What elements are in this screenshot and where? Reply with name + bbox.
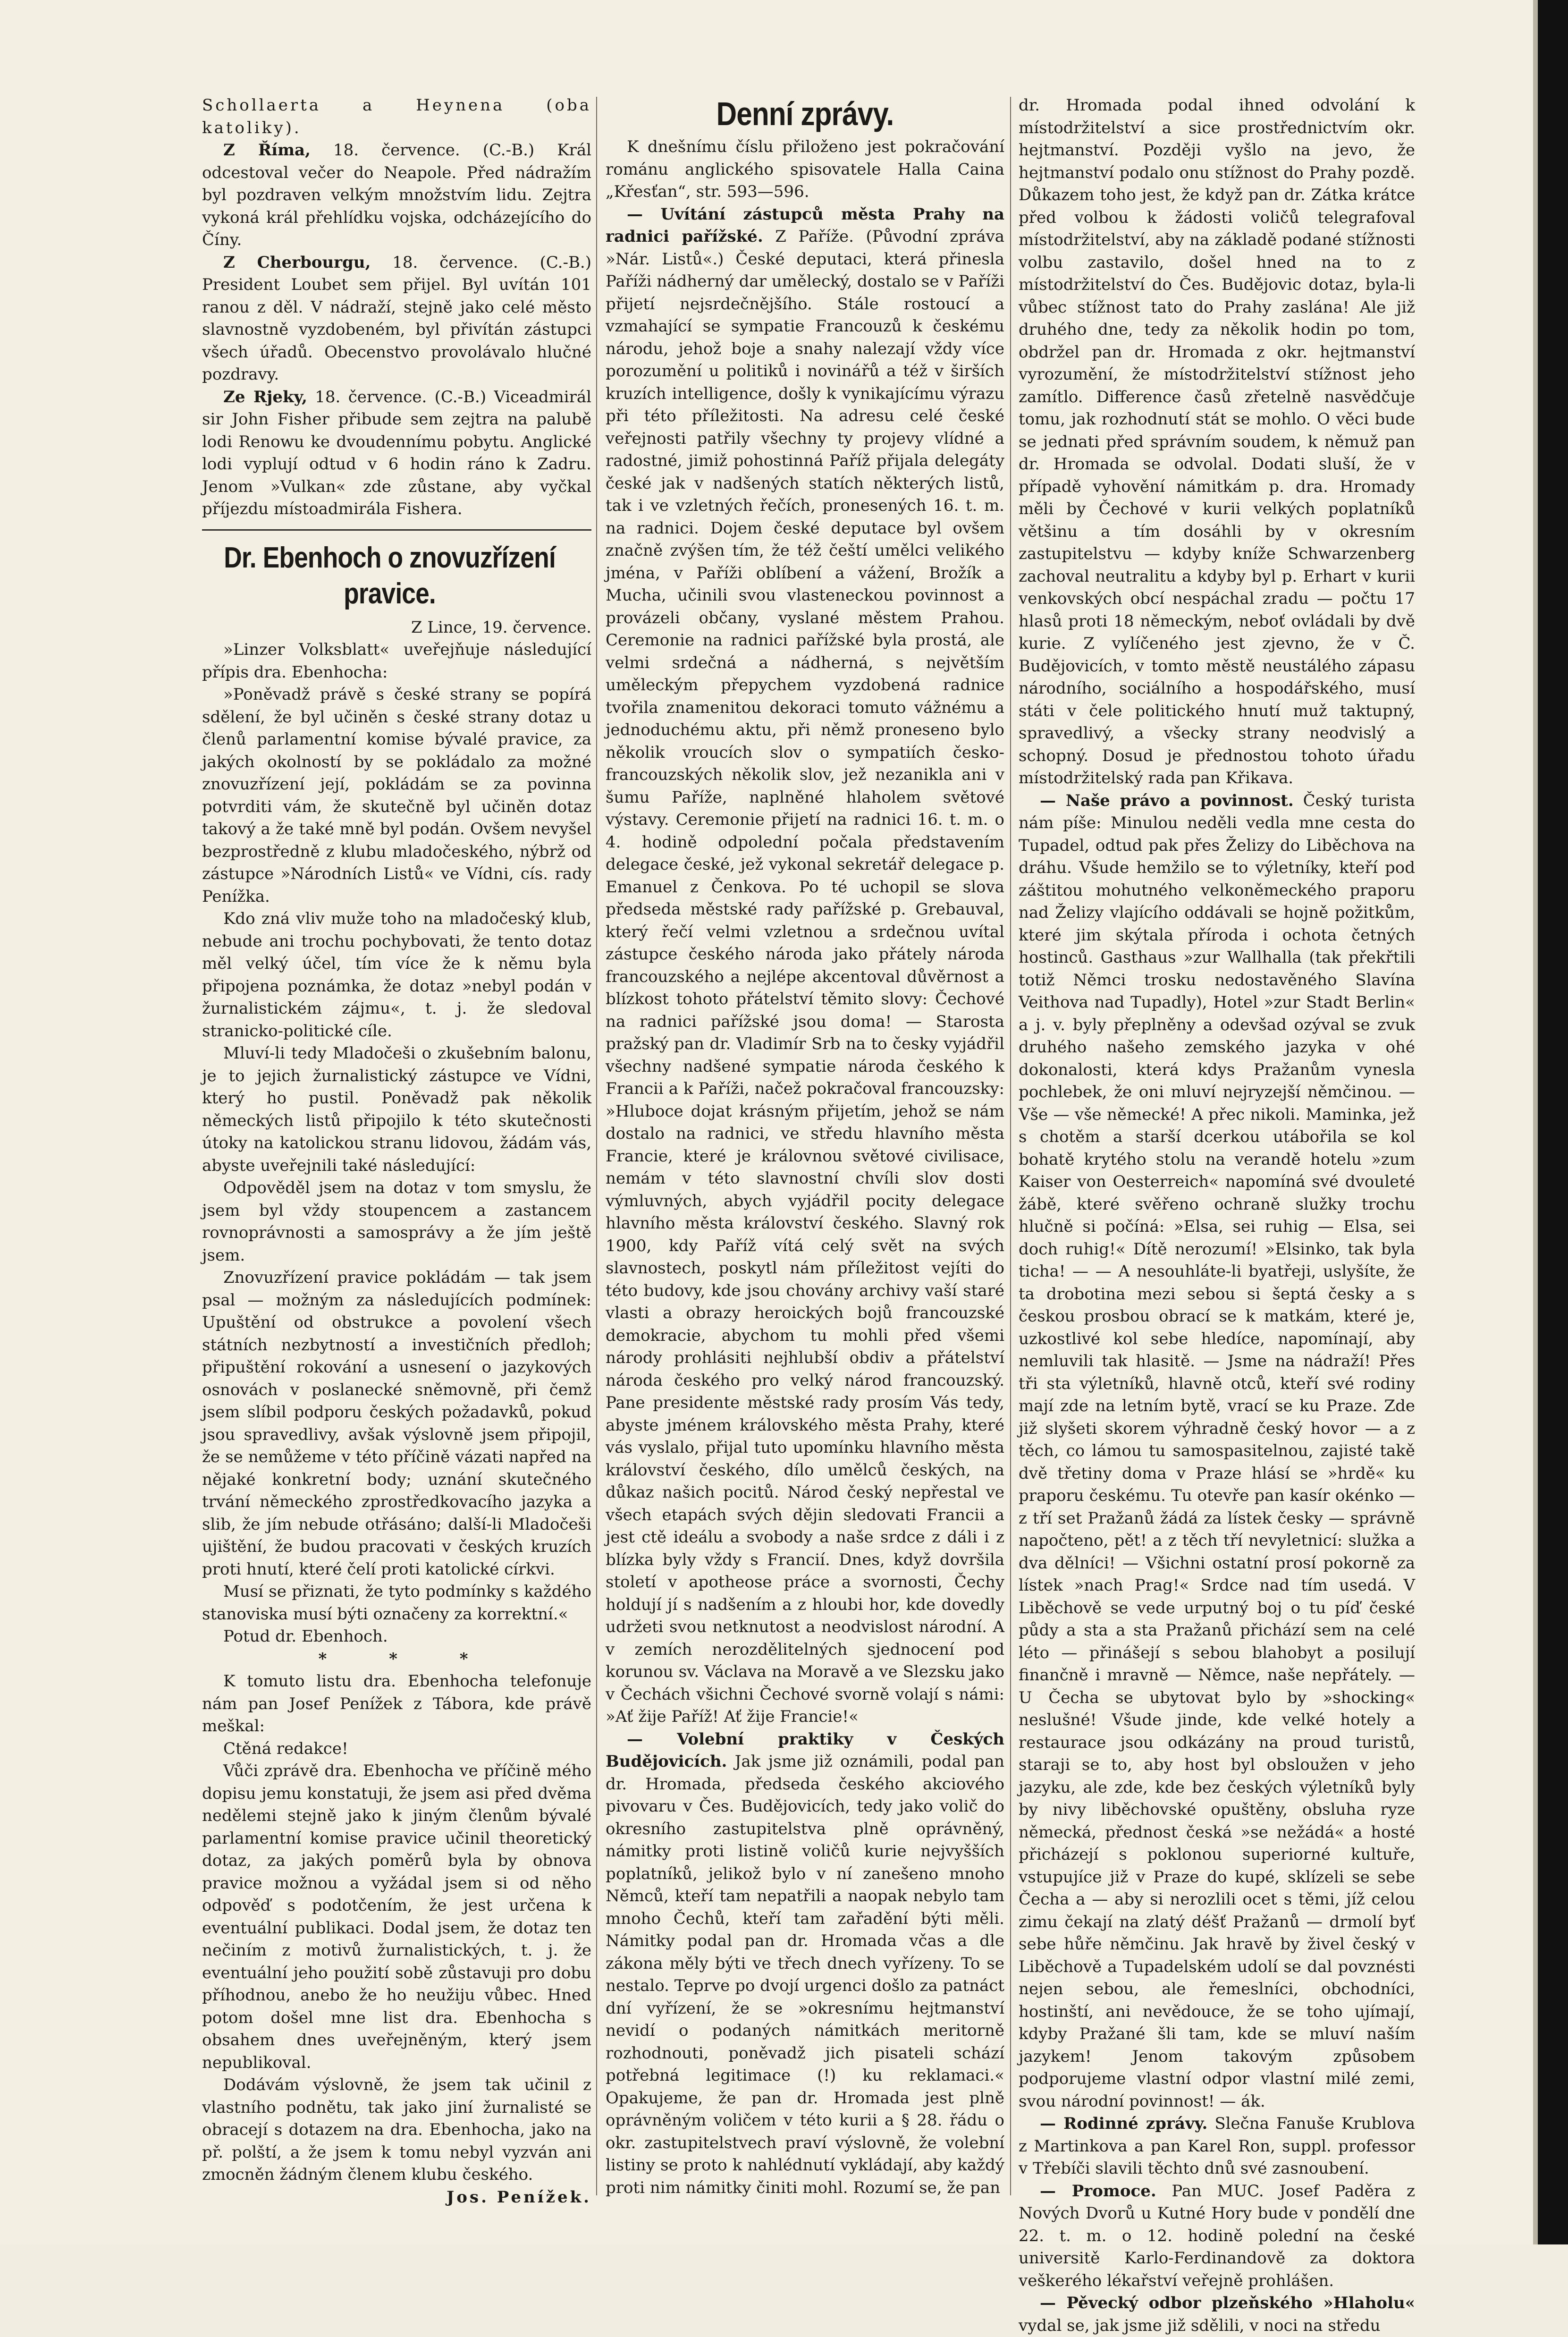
- news-item: — Rodinné zprávy. Slečna Fanuše Krublova z Martinkova a pan Karel Ron, suppl. professor v Třebíči slavili těchto dnů své zasnoubení.: [1019, 2114, 1415, 2178]
- section-divider: [202, 529, 591, 531]
- paragraph: »Linzer Volksblatt« uveřejňuje následující přípis dra. Ebenhocha:: [202, 640, 591, 682]
- news-item: — Uvítání zástupců města Prahy na radnici pařížské. Z Paříže. (Původní zpráva »Nár. Listů«.) České deputaci, která přinesla Paříži nádherný dar umělecký, dostalo se v Paříži přijetí nejsrdečnějšího. Stále rostoucí a vzmahající se sympatie Francouzů k českému národu, jehož boje a snahy nalezají vždy více porozumění u politiků i novinářů a též v širších kruzích intelligence, došly k vynikajícímu výrazu při této příležitosti. Na adresu celé české veřejnosti patřily všechny ty projevy vlídné a radostné, jimiž pohostinná Paříž přijala delegáty české jak v nadšených statích některých listů, tak i ve vzletných řečích, pronesených 16. t. m. na radnici. Dojem české deputace byl ovšem značně zvýšen tím, že též čeští umělci velikého jména, v Paříži oblíbení a vážení, Brožík a Mucha, učinili svou vlasteneckou povinnost a provázeli občany, vyslané městem Prahou. Ceremonie na radnici pařížské byla prostá, ale velmi srdečná a nádherná, s největším uměleckým přepychem vyzdobená radnice tvořila znamenitou dekoraci tomuto vážnému a jednoduchému aktu, při němž proneseno bylo několik vroucích slov o sympatiích česko-francouzských několik slov, jež nezanikla ani v šumu Paříže, naplněné hlaholem světové výstavy. Ceremonie přijetí na radnici 16. t. m. o 4. hodině odpolední počala představením delegace české, jež vykonal sekretář delegace p. Emanuel z Čenkova. Po té uchopil se slova předseda městské rady pařížské p. Grebauval, který řečí velmi vzletnou a srdečnou uvítal zástupce českého národa jako přátely národa francouzského a nejlépe akcentoval důvěrnost a blízkost tohoto přátelství těmito slovy: Čechové na radnici pařížské jsou doma! — Starosta pražský pan dr. Vladimír Srb na to česky vyjádřil všechny nadšené sympatie národa českého k Francii a k Paříži, načež pokračoval francouzsky: »Hluboce dojat krásným přijetím, jehož se nám dostalo na radnici, ve středu hlavního města Francie, které je královnou světové civilisace, nemám v této slavnostní chvíli slov dosti výmluvných, abych vyjádřil pocity delegace hlavního města království českého. Slavný rok 1900, kdy Paříž vítá celý svět na svých slavnostech, poskytl nám příležitost vejíti do této budovy, kde jsou chovány archivy vaší staré vlasti a obrazy heroických bojů francouzské demokracie, abychom tu mohli před všemi národy prohlásiti nejhlubší obdiv a přátelství národa českého pro velký národ francouzský. Pane presidente městské rady prosím Vás tedy, abyste jménem královského města Prahy, které vás vyslalo, přijal tuto upomínku hlavního města království českého, dílo umělců českých, na důkaz našich pocitů. Národ český nepřestal ve všech etapách svých dějin sledovati Francii a jest ctě ideálu a svobody a naše srdce z dáli i z blízka byly vždy s Francií. Dnes, když dovršila století v apotheose práce a svornosti, Čechy holdují jí s nadšením a z hloubi hor, kde dovedly udržeti svou netknutost a neodvislost národní. A v zemích nerozdělitelných sjednocení pod korunou sv. Václava na Moravě a ve Slezsku jako v Čechách všichni Čechové svorně volají s námi: »Ať žije Paříž! Ať žije Francie!«: [606, 204, 1004, 1726]
- paragraph: K dnešnímu číslu přiloženo jest pokračování románu anglického spisovatele Halla Caina „Křesťan“, str. 593—596.: [606, 137, 1004, 201]
- news-item: — Naše právo a povinnost. Český turista nám píše: Minulou neděli vedla mne cesta do Tupadel, odtud pak přes Želizy do Liběchova na dráhu. Všude hemžilo se to výletníky, kteří pod záštitou mohutného velkoněmeckého praporu nad Želizy vlajícího oddávali se hojně požitkům, které jim skýtala příroda i ochota četných hostinců. Gasthaus »zur Wallhalla (tak překřtili totiž Němci trosku nedostavěného Slavína Veithova nad Tupadly), Hotel »zur Stadt Berlin« a j. v. byly přeplněny a odevšad ozýval se zvuk druhého našeho zemského jazyka v ohé dokonalosti, která kdys Pražanům vynesla pochlebek, že oni mluví nejryzejší němčinou. — Vše — vše německé! A přec nikoli. Maminka, jež s chotěm a starší dcerkou utábořila se kol bohatě krytého stolu na verandě hotelu »zum Kaiser von Oesterreich« napomíná své dvouleté žábě, které svěřeno ochraně služky trochu hlučně si počíná: »Elsa, sei ruhig — Elsa, sei doch ruhig!« Dítě nerozumí! »Elsinko, tak byla ticha! — — A nesouhláte-li byatřeji, uslyšíte, že ta drobotina mezi sebou si šeptá česky a s českou prosbou obrací se k matkám, které je, uzkostlivé kol sebe hledíce, napomínají, aby nemluvili tak hlasitě. — Jsme na nádraží! Přes tři sta výletníků, hlavně otců, kteří své rodiny mají zde na letním bytě, vrací se ku Praze. Zde již slyšeti skorem výhradně český hovor — a z těch, co lámou tu samospasitelnou, zajisté takě dvě třetiny doma v Praze hlásí se »hrdě« ku praporu českému. Tu otevře pan kasír okénko — z tří set Pražanů žádá za lístek česky — správně napočteno, pět! a z těch tří nevyletnicí: služka a dva dělníci! — Všichni ostatní prosí pokorně za lístek »nach Prag!« Srdce nad tím usedá. V Liběchově se vede urputný boj o tu píď české půdy a sta a sta Pražanů přichází sem na celé léto — přinášejí s sebou blahobyt a posilují finančně i mravně — Němce, naše nepřátely. — U Čecha se ubytovat bylo by »shocking« neslušné! Všude jinde, kde velké hotely a restaurace jsou odkázány na proud turistů, staraji se to, aby host byl obsloužen v jeho jazyku, ale zde, kde bez českých výletníků byly by nivy liběchovské opuštěny, obsluha ryze německá, přednost česká »se nežádá« a hosté přicházejí s poklonou superiorné kultuře, vstupujíce již v Praze do kupé, sklízeli se sebe Čecha a — aby si nerozlili ocet s těmi, jíž celou zimu čekají na zlatý déšť Pražanů — drmolí byť sebe hůře němčinu. Jak hravě by živel český v Liběchově a Tupadelském udolí se dal povznésti nejen sebou, ale řemeslníci, obchodníci, hostinští, ani nevědouce, že se toho ujímají, kdyby Pražané šli tam, kde se mluví naším jazykem! Jenom takovým způsobem podporujeme vlastní odpor vlastní milé zemi, svou národní povinnost! — ák.: [1019, 791, 1415, 2111]
- column-rule-1: [596, 97, 597, 2195]
- news-item: Z Říma, 18. července. (C.-B.) Král odcestoval večer do Neapole. Před nádražím byl pozdraven velkým množstvím lidu. Zejtra vykoná král přehlídku vojska, odcházejícího do Číny.: [202, 141, 592, 249]
- news-item: Ze Rjeky, 18. července. (C.-B.) Viceadmirál sir John Fisher přibude sem zejtra na palubě lodi Renowu ke dvoudennímu pobytu. Anglické lodi vyplují odtud v 6 hodin ráno k Zadru. Jenom »Vulkan« zde zůstane, aby vyčkal příjezdu místoadmirála Fishera.: [202, 387, 591, 518]
- news-item: — Volební praktiky v Českých Budějovicích. Jak jsme již oznámili, podal pan dr. Hromada, předseda českého akciového pivovaru v Čes. Budějovicích, tedy jako volič do okresního zastupitelstva plně oprávněný, námitky proti listině voličů kurie nejvyšších poplatníků, jelikož bylo v ní zanešeno mnoho Němců, kteří tam nepatřili a naopak nebylo tam mnoho Čechů, kteří tam zařadění býti měli. Námitky podal pan dr. Hromada včas a dle zákona měly býti ve třech dnech vyřízeny. To se nestalo. Teprve po dvojí urgenci došlo za patnáct dní vyřízení, že se »okresnímu hejtmanství nevidí o podaných námitkách meritorně rozhodnouti, poněvadž jich pisateli schází potřebná legitimace (!) ku reklamaci.« Opakujeme, že pan dr. Hromada jest plně oprávněným voličem v této kurii a § 28. řádu o okr. zastupitelstvech praví výslovně, že volební listiny se proto k nahlédnutí vykládají, aby každý proti nim námitky činiti mohl. Rozumí se, že pan: [606, 1729, 1004, 2197]
- paragraph: Vůči zprávě dra. Ebenhocha ve příčině mého dopisu jemu konstatuji, že jsem asi před dvěma nedělemi stejně jako k jiným členům bývalé parlamentní komise pravice učinil theoretický dotaz, za jakých poměrů byla by obnova pravice možnou a vyžádal jsem si od něho odpověď s podotčením, že jest určena k eventuální publikaci. Dodal jsem, že dotaz ten nečiním z motivů žurnalistických, t. j. že eventuální jeho použití sobě zůstavuji pro dobu příhodnou, anebo že ho neužiju vůbec. Hned potom došel mne list dra. Ebenhocha s obsahem dnes uveřejněným, který jsem nepublikoval.: [202, 1761, 591, 2072]
- paragraph: Potud dr. Ebenhoch.: [223, 1627, 388, 1646]
- paragraph: Mluví-li tedy Mladočeši o zkušebním balonu, je to jejich žurnalistický zástupce ve Vídni, který ho pustil. Poněvadž pak několik německých listů připojilo k této skutečnosti útoky na katolickou stranu lidovou, žádám vás, abyste uveřejnili také následující:: [202, 1044, 591, 1175]
- salutation: Ctěná redakce!: [223, 1739, 348, 1758]
- paragraph: dr. Hromada podal ihned odvolání k místodržitelství a sice prostřednictvím okr. hejtmanství. Později vyšlo na jevo, že hejtmanství podalo onu stížnost do Prahy pozdě. Důkazem toho jest, že když pan dr. Zátka krátce před volbou k žádosti voličů telegrafoval místodržitelství, aby na základě podané stížnosti volbu zastavilo, došel hned na to z místodržitelství do Čes. Budějovic dotaz, byla-li vůbec stížnost tato do Prahy zaslána! Ale již druhého dne, tedy za několik hodin po tom, obdržel pan dr. Hromada z okr. hejtmanství vyrozumění, že místodržitelství stížnost jeho zamítlo. Difference časů zřetelně nasvědčuje tomu, jak rozhodnutí stát se mohlo. O věci bude se jednati před správním soudem, k němuž pan dr. Hromada se odvolal. Dodati sluší, že v případě vyhovění námitkám p. dra. Hromady měli by Čechové v kurii velkých poplatníků většinu a tím dosáhli by v okresním zastupitelstvu — kdyby kníže Schwarzenberg zachoval neutralitu a kdyby byl p. Erhart v kurii venkovských obcí nespáchal zradu — počtu 17 hlasů proti 18 německým, neboť ovládali by dvě kurie. Z vylíčeného jest zjevno, že v Č. Budějovicích, v tomto městě neustálého zápasu národního, sociálního a hospodářského, musí státi v čele politického hnutí muž taktupný, spravedlivý, a všecky strany neodvislý a schopný. Dosud je přednostou tohoto úřadu místodržitelský rada pan Křikava.: [1019, 96, 1415, 787]
- column-rule-2: [1010, 97, 1011, 2195]
- news-item: Z Cherbourgu, 18. července. (C.-B.) President Loubet sem přijel. Byl uvítán 101 ranou z děl. V nádraží, stejně jako celé město slavnostně vyzdobeném, byl přivítán zástupci všech úřadů. Obecenstvo provolávalo hlučné pozdravy.: [202, 253, 591, 384]
- column-2: [606, 94, 1004, 2195]
- signature: Jos. Penížek.: [447, 2187, 591, 2207]
- dateline: Z Lince, 19. července.: [411, 618, 591, 637]
- stars-divider: * * *: [318, 1649, 497, 1668]
- paragraph: »Poněvadž právě s české strany se popírá sdělení, že byl učiněn s české strany dotaz u členů parlamentní komise bývalé pravice, za jakých okolností by se pokládalo za možné znovuzřízení její, pokládám se za povinna potvrditi vám, že skutečně byl učiněn dotaz takový a že také mně byl podán. Ovšem nevyšel bezprostředně z klubu mladočeského, nýbrž od zástupce »Národních Listů« ve Vídni, cís. rady Penížka.: [202, 685, 591, 906]
- scan-border: [1538, 0, 1568, 2244]
- paragraph: Znovuzřízení pravice pokládám — tak jsem psal — možným za následujících podmínek: Upuštění od obstrukce a povolení všech státních nezbytností a investičních předloh; připuštění rokování a usnesení o jazykových osnovách v poslanecké sněmovně, při čemž jsem slíbil podporu českých požadavků, pokud jsou spravedlivy, avšak výslovně jsem připojil, že se nemůžeme v této příčině vázati napřed na nějaké konkretní body; uznání skutečného trvání německého zprostředkovacího jazyka a slib, že jím nebude otřásáno; další-li Mladočeši ujištění, že budou pracovati v českých kruzích proti hnutí, které čelí proti katolické církvi.: [202, 1268, 591, 1579]
- column-3: [1019, 94, 1415, 2335]
- paragraph: Odpověděl jsem na dotaz v tom smyslu, že jsem byl vždy stoupencem a zastancem rovnoprávnosti a samosprávy a že jím ještě jsem.: [202, 1178, 591, 1265]
- article-heading: Dr. Ebenhoch o znovuzřízení pravice.: [224, 541, 556, 610]
- news-item: Schollaerta a Heynena (oba katoliky).: [202, 96, 591, 137]
- news-item: — Promoce. Pan MUC. Josef Paděra z Nových Dvorů u Kutné Hory bude v pondělí dne 22. t. m. o 12. hodině polední na české universitě Karlo-Ferdinandově za doktora veškerého lékařství veřejně prohlášen.: [1019, 2181, 1415, 2290]
- paragraph: Musí se přiznati, že tyto podmínky s každého stanoviska musí býti označeny za korrektní.«: [202, 1582, 591, 1624]
- news-item: — Pěvecký odbor plzeňského »Hlaholu« vydal se, jak jsme již sdělili, v noci na středu: [1019, 2294, 1415, 2335]
- page-binding-shadow: [1533, 0, 1538, 2244]
- paragraph: K tomuto listu dra. Ebenhocha telefonuje nám pan Josef Penížek z Tábora, kde právě meškal:: [202, 1672, 591, 1736]
- paragraph: Dodávám výslovně, že jsem tak učinil z vlastního podnětu, tak jako jiní žurnalisté se obracejí s dotazem na dra. Ebenhocha, jako na př. polští, a že jsem k tomu nebyl vyzván ani zmocněn žádným členem klubu českého.: [202, 2075, 591, 2184]
- column-1: [202, 94, 592, 2207]
- section-heading: Denní zprávy.: [716, 95, 894, 132]
- paragraph: Kdo zná vliv muže toho na mladočeský klub, nebude ani trochu pochybovati, že tento dotaz měl velký účel, tím více že k němu byla připojena poznámka, že dotaz »nebyl podán v žurnalistickém zájmu«, t. j. že sledoval stranicko-politické cíle.: [202, 909, 591, 1041]
